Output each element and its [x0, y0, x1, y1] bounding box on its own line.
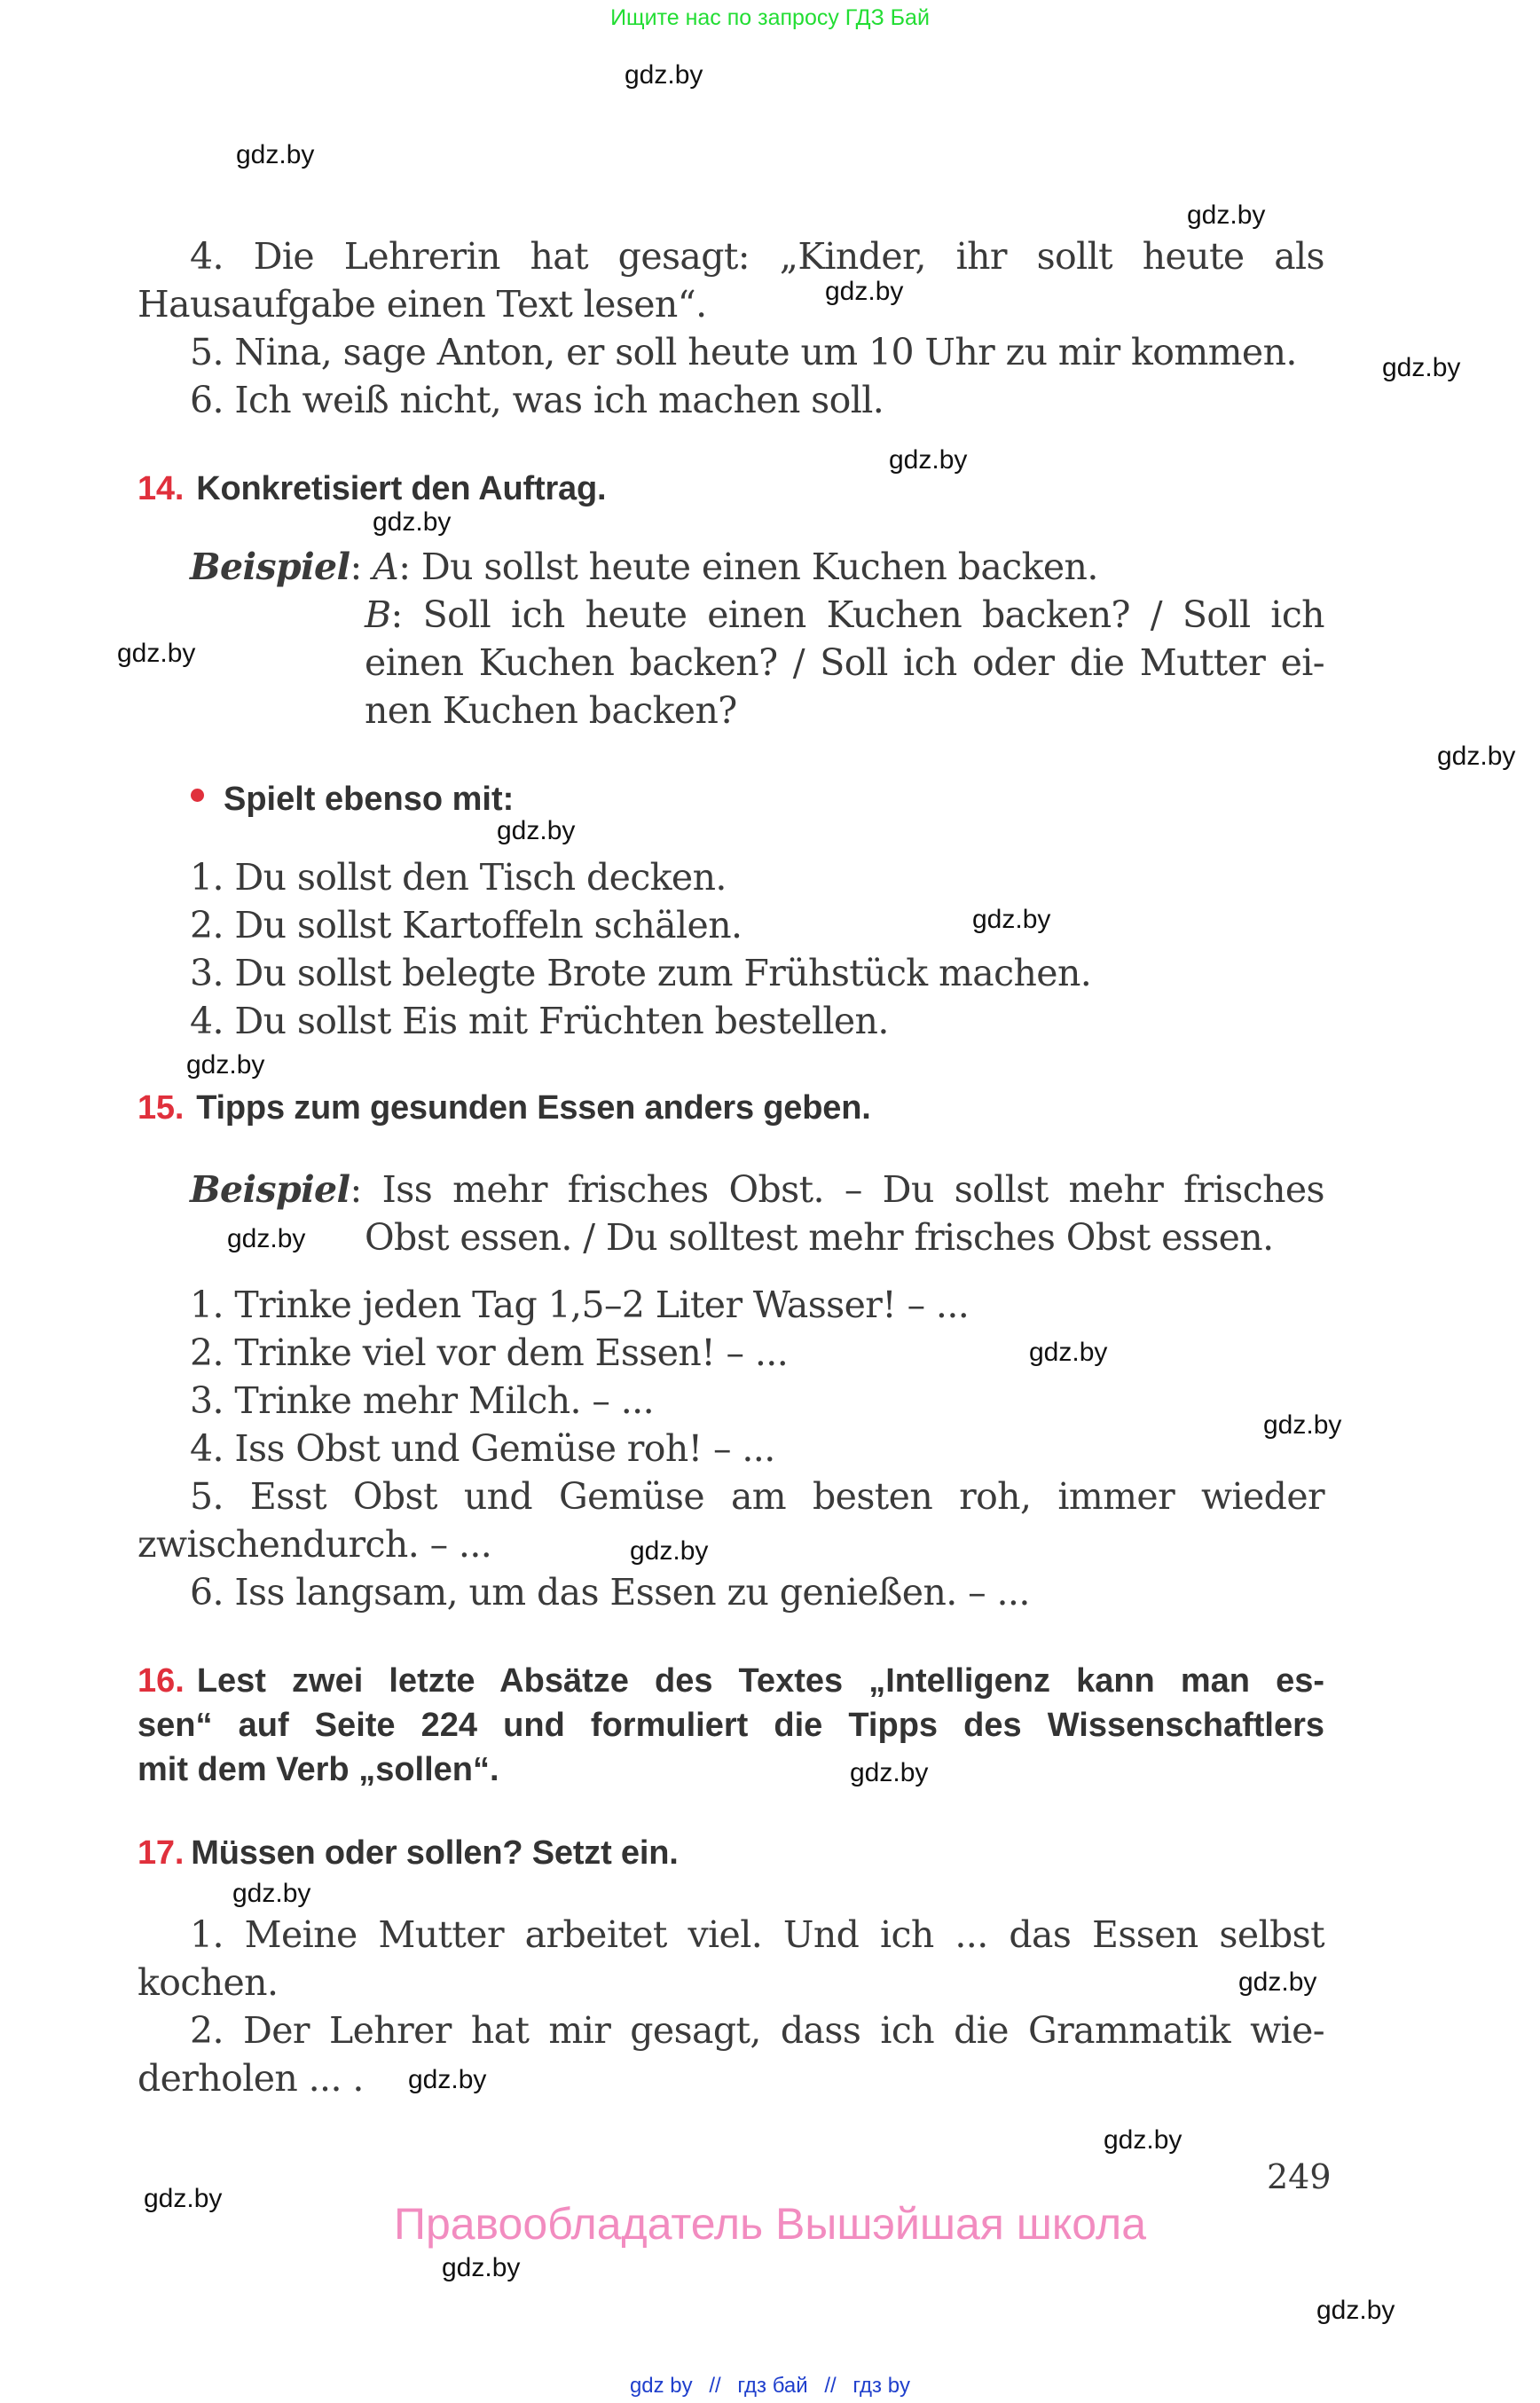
example-line1: Beispiel: Iss mehr frisches Obst. – Du sollst mehr frisches [190, 1168, 1324, 1211]
exercise-title: Tipps zum gesunden Essen anders geben. [196, 1089, 871, 1127]
copyright-notice: Правообладатель Вышэйшая школа [394, 2199, 1146, 2249]
list-item-4-line2: Hausaufgabe einen Text lesen“. [138, 283, 707, 326]
exercise-number: 14. [138, 470, 185, 507]
page-number: 249 [1267, 2157, 1332, 2196]
list-item-1-line1: 1. Meine Mutter arbeitet viel. Und ich ... das Essen selbst [190, 1913, 1324, 1956]
list-item: 4. Du sollst Eis mit Früchten bestellen. [190, 1000, 889, 1042]
watermark: gdz.by [889, 445, 968, 475]
list-item: 2. Trinke viel vor dem Essen! – ... [190, 1331, 789, 1374]
example-label: Beispiel [190, 1168, 350, 1211]
exercise-15-heading [138, 1089, 871, 1127]
exercise-title: Müssen oder sollen? Setzt ein. [191, 1834, 679, 1872]
footer-link-gdz-bai[interactable]: гдз бай [737, 2374, 808, 2398]
footer-separator: // [824, 2374, 837, 2398]
watermark: gdz.by [1316, 2296, 1395, 2325]
watermark: gdz.by [1238, 1967, 1317, 1997]
list-item-1-line2: kochen. [138, 1961, 279, 2004]
watermark: gdz.by [497, 816, 576, 845]
list-item-4-line1: 4. Die Lehrerin hat gesagt: „Kinder, ihr sollt heute als [190, 235, 1324, 278]
list-item: 2. Du sollst Kartoffeln schälen. [190, 904, 742, 946]
speaker-a: A [373, 546, 399, 588]
watermark: gdz.by [186, 1050, 265, 1080]
watermark: gdz.by [232, 1879, 311, 1908]
speaker-b: B [365, 593, 391, 636]
exercise-number: 17. [138, 1834, 185, 1872]
watermark: gdz.by [1263, 1410, 1342, 1440]
footer-links [0, 2374, 1540, 2399]
example-b-line3: nen Kuchen backen? [365, 689, 737, 732]
footer-link-gdz-by-cyr[interactable]: гдз by [852, 2374, 911, 2398]
watermark: gdz.by [373, 507, 452, 537]
watermark: gdz.by [442, 2253, 521, 2282]
exercise-16-line2: sen“ auf Seite 224 und formuliert die Tipps des Wissenschaftlers [138, 1707, 1324, 1744]
list-item: 5. Esst Obst und Gemüse am besten roh, immer wieder [190, 1475, 1324, 1518]
exercise-17-heading [138, 1834, 679, 1873]
list-item: 1. Du sollst den Tisch decken. [190, 856, 727, 899]
watermark: gdz.by [825, 277, 904, 306]
bullet-icon [191, 789, 204, 802]
watermark: gdz.by [1029, 1338, 1108, 1367]
example-a-text: : Du sollst heute einen Kuchen backen. [398, 546, 1098, 588]
watermark: gdz.by [1104, 2125, 1182, 2155]
example-a-line: Beispiel: A: Du sollst heute einen Kuchen backen. [190, 546, 1098, 588]
footer-separator: // [709, 2374, 721, 2398]
exercise-number: 16. [138, 1662, 185, 1700]
list-item: 3. Du sollst belegte Brote zum Frühstück machen. [190, 952, 1092, 994]
example-b-line2: einen Kuchen backen? / Soll ich oder die Mutter ei- [365, 641, 1324, 684]
watermark: gdz.by [144, 2184, 223, 2213]
watermark: gdz.by [1437, 742, 1516, 771]
example-line2: Obst essen. / Du solltest mehr frisches Obst essen. [365, 1216, 1274, 1259]
exercise-number: 15. [138, 1089, 185, 1127]
watermark: gdz.by [972, 905, 1051, 934]
watermark: gdz.by [236, 140, 315, 169]
exercise-16-line1: 16. Lest zwei letzte Absätze des Textes „Intelligenz kann man es- [138, 1662, 1324, 1700]
watermark: gdz.by [625, 60, 703, 90]
exercise-16 [138, 1659, 1324, 1792]
example-label: Beispiel [190, 546, 350, 588]
list-item: 3. Trinke mehr Milch. – ... [190, 1379, 655, 1422]
list-item: 1. Trinke jeden Tag 1,5–2 Liter Wasser! – ... [190, 1284, 970, 1326]
exercise-16-line3: mit dem Verb „sollen“. [138, 1751, 499, 1788]
example-b-line1: B: Soll ich heute einen Kuchen backen? / Soll ich [365, 593, 1324, 636]
footer-link-gdz-by[interactable]: gdz by [629, 2374, 693, 2398]
list-item-6: 6. Ich weiß nicht, was ich machen soll. [190, 379, 884, 421]
watermark: gdz.by [630, 1536, 709, 1566]
list-item: 4. Iss Obst und Gemüse roh! – ... [190, 1427, 775, 1470]
list-item-5: 5. Nina, sage Anton, er soll heute um 10 Uhr zu mir kommen. [190, 331, 1297, 373]
watermark: gdz.by [408, 2065, 487, 2094]
list-item-continuation: zwischendurch. – ... [138, 1523, 492, 1566]
watermark: gdz.by [1187, 200, 1266, 230]
watermark: gdz.by [1382, 353, 1461, 382]
list-item: 6. Iss langsam, um das Essen zu genießen. – ... [190, 1571, 1030, 1614]
watermark: gdz.by [227, 1224, 306, 1253]
exercise-14-subtask: Spielt ebenso mit: [191, 781, 514, 819]
list-item-2-line2: derholen ... . [138, 2057, 364, 2100]
search-banner: Ищите нас по запросу ГДЗ Бай [610, 5, 930, 30]
watermark: gdz.by [850, 1758, 929, 1787]
exercise-14-heading [138, 470, 606, 508]
list-item-2-line1: 2. Der Lehrer hat mir gesagt, dass ich die Grammatik wie- [190, 2009, 1324, 2052]
exercise-title: Konkretisiert den Auftrag. [196, 470, 607, 507]
watermark: gdz.by [117, 639, 196, 668]
